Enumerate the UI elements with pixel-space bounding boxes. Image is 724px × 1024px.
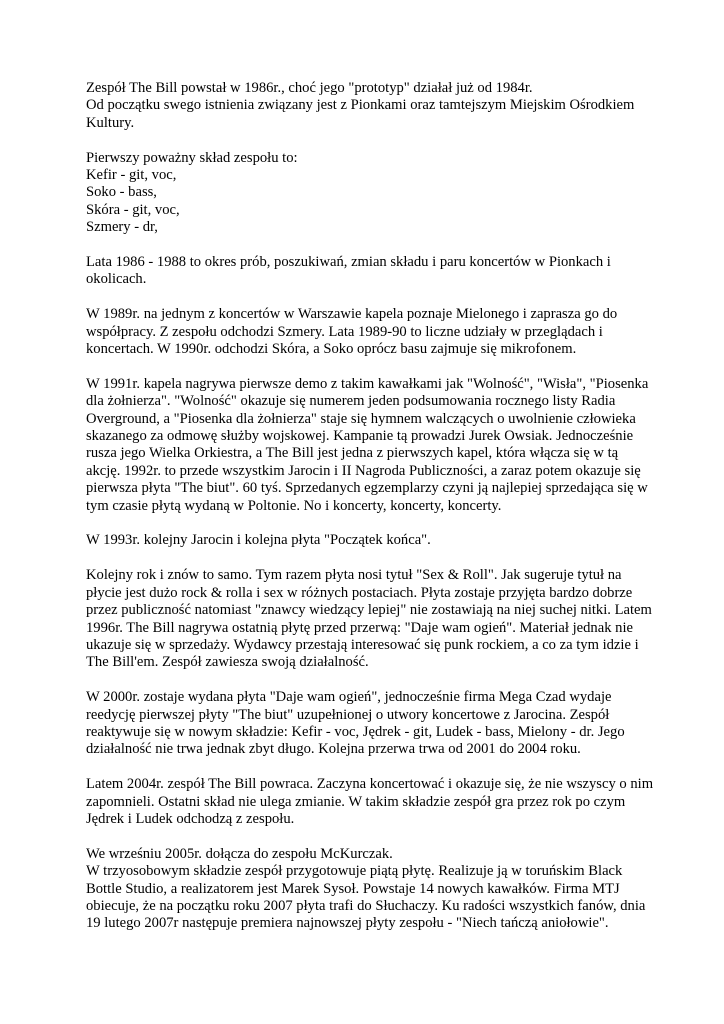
- paragraph-1993: W 1993r. kolejny Jarocin i kolejna płyta "Początek końca".: [86, 532, 431, 549]
- paragraph-sex-and-roll: Kolejny rok i znów to samo. Tym razem płyta nosi tytuł "Sex & Roll". Jak sugeruje tytuł na płycie jest dużo rock & rolla i sex w różnych postaciach. Płyta zostaje przyjęta bardzo dobrze przez publiczność natomiast "znawcy wiedzący lepiej" nie zostawiają na niej suchej nitki. Latem 1996r. The Bill nagrywa ostatnią płytę przed przerwą: "Daje wam ogień". Materiał jednak nie ukazuje się w sprzedaży. Wydawcy przestają interesować się punk rockiem, a co za tym idzie i The Bill'em. Zespół zawiesza swoją działalność.: [86, 567, 652, 671]
- paragraph-2004: Latem 2004r. zespół The Bill powraca. Zaczyna koncertować i okazuje się, że nie wszyscy o nim zapomnieli. Ostatni skład nie ulega zmianie. W takim składzie zespół gra przez rok po czym Jędrek i Ludek odchodzą z zespołu.: [86, 776, 654, 827]
- document-page: [86, 80, 656, 933]
- paragraph-1989: W 1989r. na jednym z koncertów w Warszawie kapela poznaje Mielonego i zaprasza go do współpracy. Z zespołu odchodzi Szmery. Lata 1989-90 to liczne udziały w przeglądach i koncertach. W 1990r. odchodzi Skóra, a Soko oprócz basu zajmuje się mikrofonem.: [86, 306, 618, 358]
- paragraph-1991: W 1991r. kapela nagrywa pierwsze demo z takim kawałkami jak "Wolność", "Wisła", "Piosenka dla żołnierza". "Wolność" okazuje się numerem jeden podsumowania rocznego listy Radia Overground, a "Piosenka dla żołnierza" staje się hymnem walczących o uwolnienie człowieka skazanego za odmowę służby wojskowej. Kampanie tą prowadzi Jurek Owsiak. Jednocześnie rusza jego Wielka Orkiestra, a The Bill jest jedna z pierwszych kapel, która włącza się w tą akcję. 1992r. to przede wszystkim Jarocin i II Nagroda Publiczności, a zaraz potem okazuje się pierwsza płyta "The biut". 60 tyś. Sprzedanych egzemplarzy czyni ją najlepiej sprzedająca się w tym czasie płytą wydaną w Poltonie. No i koncerty, koncerty, koncerty.: [86, 375, 649, 514]
- paragraph-founding: Zespół The Bill powstał w 1986r., choć jego "prototyp" działał już od 1984r. Od początku swego istnienia związany jest z Pionkami oraz tamtejszym Miejskim Ośrodkiem Kultury.: [86, 80, 635, 131]
- paragraph-1986-1988: Lata 1986 - 1988 to okres prób, poszukiwań, zmian składu i paru koncertów w Pionkach i okolicach.: [86, 254, 611, 288]
- paragraph-2005: We wrześniu 2005r. dołącza do zespołu McKurczak. W trzyosobowym składzie zespół przygotowuje piątą płytę. Realizuje ją w toruńskim Black Bottle Studio, a realizatorem jest Marek Sysoł. Powstaje 14 nowych kawałków. Firma MTJ obiecuje, że na początku roku 2007 płyta trafi do Słuchaczy. Ku radości wszystkich fanów, dnia 19 lutego 2007r następuje premiera najnowszej płyty zespołu - "Niech tańczą aniołowie".: [86, 845, 646, 932]
- paragraph-first-lineup: Pierwszy poważny skład zespołu to: Kefir - git, voc, Soko - bass, Skóra - git, voc, Szmery - dr,: [86, 149, 298, 236]
- paragraph-2000: W 2000r. zostaje wydana płyta "Daje wam ogień", jednocześnie firma Mega Czad wydaje reedycję pierwszej płyty "The biut" uzupełnionej o utwory koncertowe z Jarocina. Zespół reaktywuje się w nowym składzie: Kefir - voc, Jędrek - git, Ludek - bass, Mielony - dr. Jego działalność nie trwa jednak zbyt długo. Kolejna przerwa trwa od 2001 do 2004 roku.: [86, 689, 625, 758]
